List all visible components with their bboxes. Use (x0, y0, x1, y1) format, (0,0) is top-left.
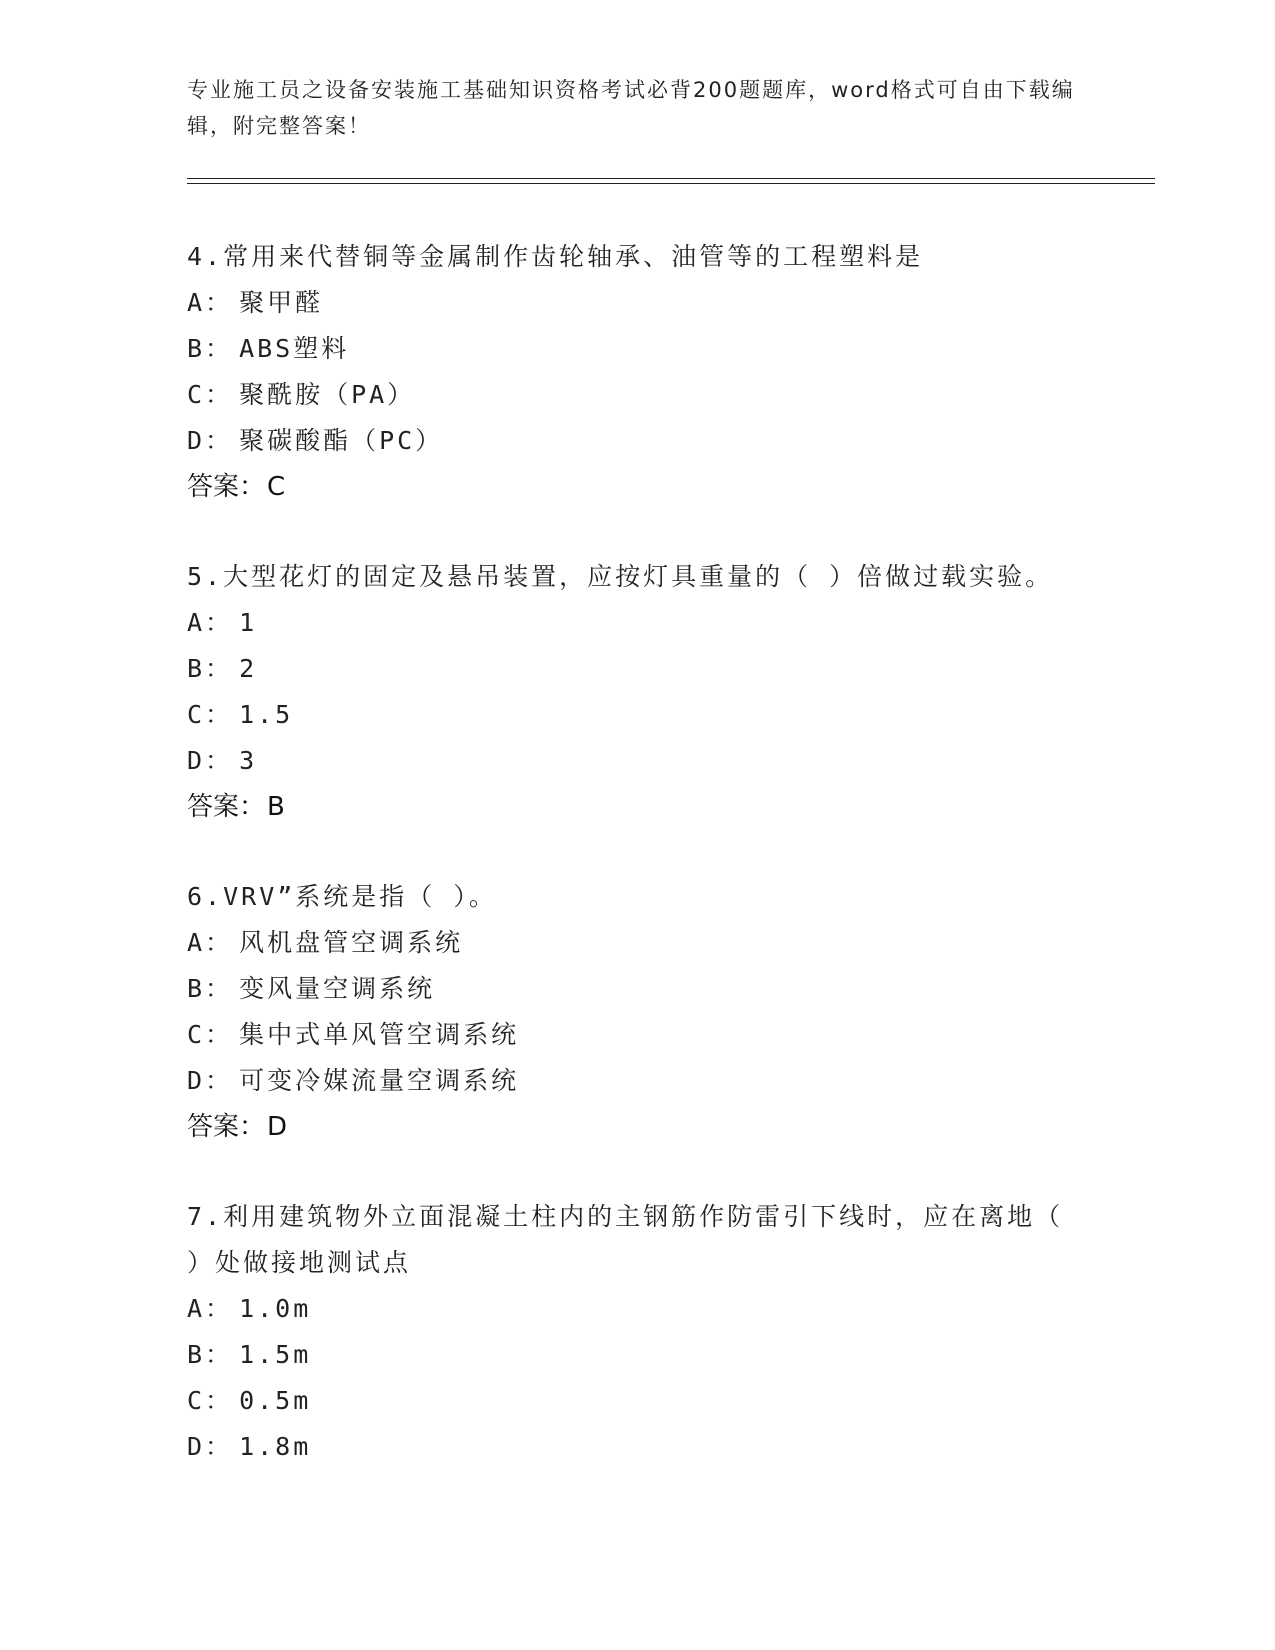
option-letter: C： (187, 1386, 234, 1415)
option-letter: D： (187, 1066, 234, 1095)
option-letter: B： (187, 1340, 234, 1369)
question-6 (187, 874, 1087, 1150)
option-text: 3 (239, 746, 258, 775)
document-title: 专业施工员之设备安装施工基础知识资格考试必背200题题库，word格式可自由下载编辑，附完整答案！ (187, 78, 1075, 138)
option-letter: B： (187, 334, 234, 363)
question-stem: 7.利用建筑物外立面混凝土柱内的主钢筋作防雷引下线时，应在离地（ ）处做接地测试点 (187, 1202, 1064, 1277)
option-letter: C： (187, 700, 234, 729)
option-text: 1 (239, 608, 258, 637)
option-letter: B： (187, 974, 234, 1003)
answer-value: D (267, 1112, 288, 1142)
option-b (187, 1332, 1087, 1378)
question-4 (187, 234, 1087, 510)
header-divider-top (187, 178, 1155, 179)
option-letter: A： (187, 288, 234, 317)
option-a (187, 1286, 1087, 1332)
option-c (187, 372, 1087, 418)
option-b (187, 646, 1087, 692)
option-text: 聚酰胺（PA） (239, 380, 416, 409)
option-text: 可变冷媒流量空调系统 (239, 1066, 520, 1095)
option-c (187, 692, 1087, 738)
option-text: 1.5m (239, 1340, 312, 1369)
answer-label: 答案： (187, 792, 266, 822)
answer-line (187, 784, 1087, 830)
option-letter: D： (187, 1432, 234, 1461)
option-c (187, 1012, 1087, 1058)
option-b (187, 326, 1087, 372)
option-c (187, 1378, 1087, 1424)
option-a (187, 920, 1087, 966)
answer-label: 答案： (187, 1112, 266, 1142)
answer-label: 答案： (187, 472, 266, 502)
option-text: 聚碳酸酯（PC） (239, 426, 444, 455)
option-letter: B： (187, 654, 234, 683)
option-letter: A： (187, 1294, 234, 1323)
option-text: 0.5m (239, 1386, 312, 1415)
option-text: 1.8m (239, 1432, 312, 1461)
option-a (187, 280, 1087, 326)
option-letter: D： (187, 426, 234, 455)
option-letter: C： (187, 1020, 234, 1049)
question-7 (187, 1194, 1087, 1470)
question-5 (187, 554, 1087, 830)
option-letter: D： (187, 746, 234, 775)
answer-value: C (267, 472, 286, 502)
option-text: 聚甲醛 (239, 288, 324, 317)
answer-line (187, 1104, 1087, 1150)
option-text: 集中式单风管空调系统 (239, 1020, 520, 1049)
option-text: 1.5 (239, 700, 294, 729)
option-letter: A： (187, 608, 234, 637)
option-a (187, 600, 1087, 646)
option-d (187, 1424, 1087, 1470)
option-text: 变风量空调系统 (239, 974, 436, 1003)
option-text: ABS塑料 (239, 334, 350, 363)
answer-line (187, 464, 1087, 510)
question-stem: 4.常用来代替铜等金属制作齿轮轴承、油管等的工程塑料是 (187, 242, 924, 271)
option-letter: C： (187, 380, 234, 409)
option-text: 1.0m (239, 1294, 312, 1323)
option-text: 风机盘管空调系统 (239, 928, 464, 957)
question-stem: 5.大型花灯的固定及悬吊装置，应按灯具重量的（ ）倍做过载实验。 (187, 562, 1054, 591)
option-text: 2 (239, 654, 258, 683)
option-b (187, 966, 1087, 1012)
option-letter: A： (187, 928, 234, 957)
answer-value: B (267, 792, 285, 822)
option-d (187, 738, 1087, 784)
document-header (187, 72, 1087, 144)
option-d (187, 1058, 1087, 1104)
option-d (187, 418, 1087, 464)
header-divider-bottom (187, 183, 1155, 184)
question-stem: 6.VRV”系统是指（ ）。 (187, 882, 497, 911)
